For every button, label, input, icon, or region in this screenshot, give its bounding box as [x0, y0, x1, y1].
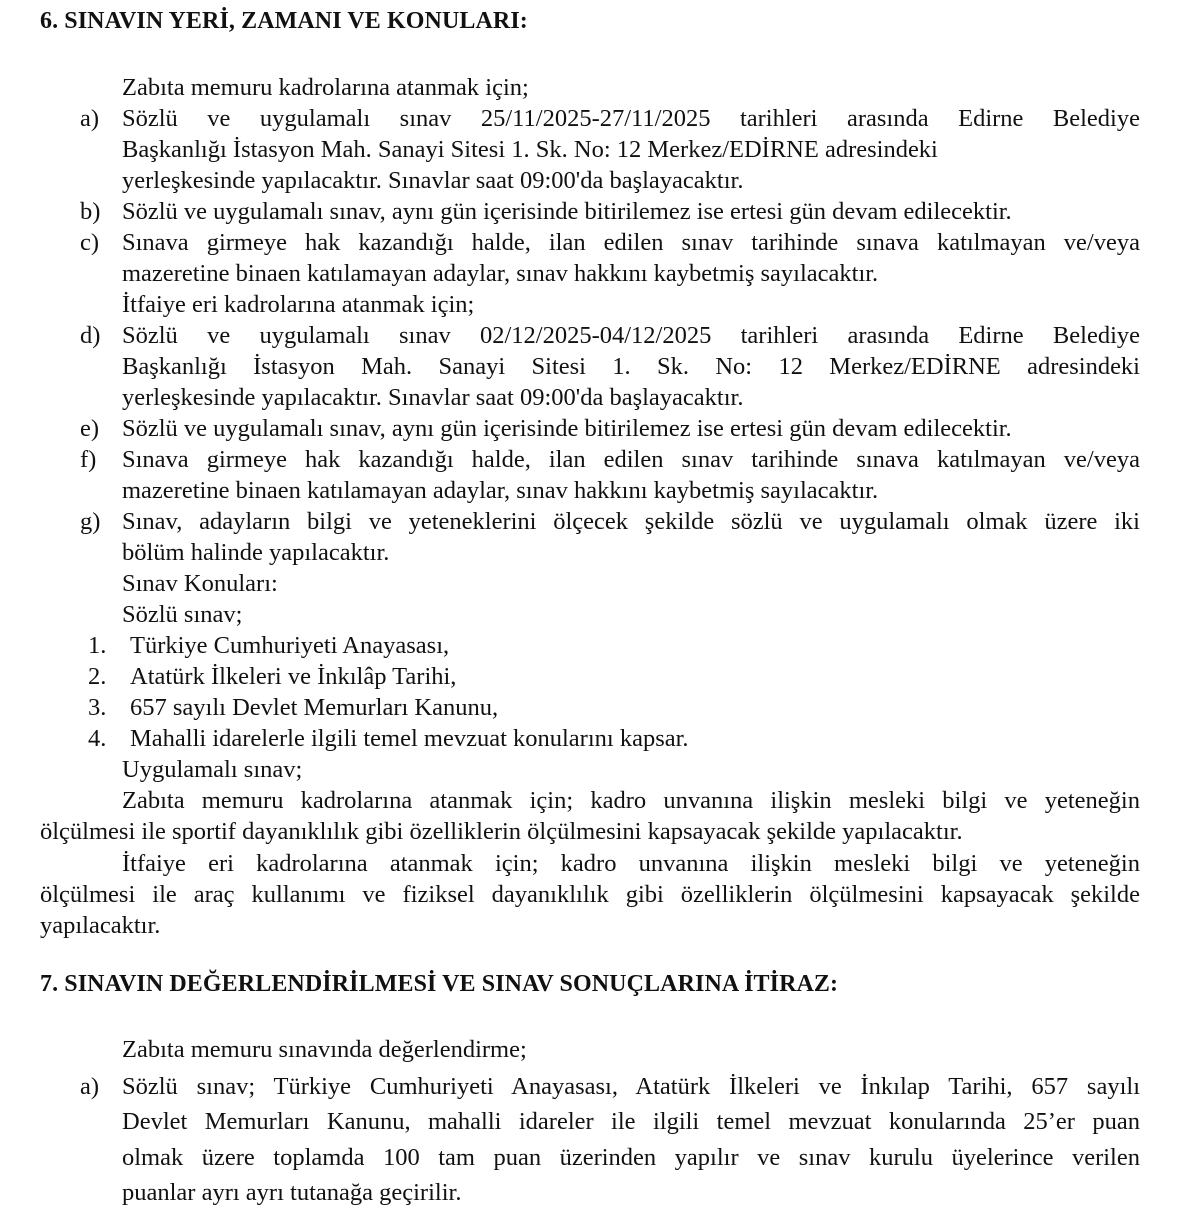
item-a-marker: a): [80, 105, 100, 132]
degerlendirme-intro: Zabıta memuru sınavında değerlendirme;: [122, 1036, 527, 1063]
item-f-marker: f): [80, 446, 97, 473]
item-a-line-1: Sözlü ve uygulamalı sınav 25/11/2025-27/11/2025 tarihleri arasında Edirne Belediye: [122, 105, 1140, 132]
s7-item-a-line-3: olmak üzere toplamda 100 tam puan üzerinden yapılır ve sınav kurulu üyelerince verilen: [122, 1144, 1140, 1171]
itfaiye-intro: İtfaiye eri kadrolarına atanmak için;: [122, 291, 475, 318]
item-d-marker: d): [80, 322, 101, 349]
itfaiye-paragraph-line-3: yapılacaktır.: [40, 912, 161, 939]
s7-item-a-marker: a): [80, 1073, 100, 1100]
sozlu-label: Sözlü sınav;: [122, 601, 243, 628]
zabita-paragraph-line-2: ölçülmesi ile sportif dayanıklılık gibi özelliklerin ölçülmesini kapsayacak şekilde yapılacaktır.: [40, 818, 963, 845]
zabita-paragraph-line-1: Zabıta memuru kadrolarına atanmak için; kadro unvanına ilişkin mesleki bilgi ve yeteneğin: [122, 787, 1140, 814]
topic-number: 3.: [88, 694, 107, 721]
topic-text: Atatürk İlkeleri ve İnkılâp Tarihi,: [130, 663, 457, 690]
item-f-line-1: Sınava girmeye hak kazandığı halde, ilan edilen sınav tarihinde sınava katılmayan ve/veya: [122, 446, 1140, 473]
topic-text: Mahalli idarelerle ilgili temel mevzuat konularını kapsar.: [130, 725, 689, 752]
s7-item-a-line-4: puanlar ayrı ayrı tutanağa geçirilir.: [122, 1179, 462, 1206]
s7-item-a-line-2: Devlet Memurları Kanunu, mahalli idareler ile ilgili temel mevzuat konularında 25’er puan: [122, 1108, 1140, 1135]
item-c-marker: c): [80, 229, 100, 256]
item-e-marker: e): [80, 415, 100, 442]
topic-number: 2.: [88, 663, 107, 690]
konular-label: Sınav Konuları:: [122, 570, 278, 597]
section-7-heading: 7. SINAVIN DEĞERLENDİRİLMESİ VE SINAV SONUÇLARINA İTİRAZ:: [40, 971, 839, 997]
item-a-line-3: yerleşkesinde yapılacaktır. Sınavlar saat 09:00'da başlayacaktır.: [122, 167, 744, 194]
topic-text: Türkiye Cumhuriyeti Anayasası,: [130, 632, 450, 659]
item-a-line-2: Başkanlığı İstasyon Mah. Sanayi Sitesi 1. Sk. No: 12 Merkez/EDİRNE adresindeki: [122, 136, 938, 163]
item-d-line-1: Sözlü ve uygulamalı sınav 02/12/2025-04/12/2025 tarihleri arasında Edirne Belediye: [122, 322, 1140, 349]
itfaiye-paragraph-line-1: İtfaiye eri kadrolarına atanmak için; kadro unvanına ilişkin mesleki bilgi ve yeteneğin: [122, 850, 1140, 877]
item-b-marker: b): [80, 198, 101, 225]
item-d-line-2: Başkanlığı İstasyon Mah. Sanayi Sitesi 1. Sk. No: 12 Merkez/EDİRNE adresindeki: [122, 353, 1140, 380]
itfaiye-paragraph-line-2: ölçülmesi ile araç kullanımı ve fiziksel dayanıklılık gibi özelliklerin ölçülmesini kapsayacak şekilde: [40, 881, 1140, 908]
topic-number: 4.: [88, 725, 107, 752]
item-g-line-2: bölüm halinde yapılacaktır.: [122, 539, 390, 566]
item-b-line-1: Sözlü ve uygulamalı sınav, aynı gün içerisinde bitirilemez ise ertesi gün devam edilecektir.: [122, 198, 1012, 225]
topic-number: 1.: [88, 632, 107, 659]
uygulamali-label: Uygulamalı sınav;: [122, 756, 303, 783]
item-c-line-2: mazeretine binaen katılamayan adaylar, sınav hakkını kaybetmiş sayılacaktır.: [122, 260, 879, 287]
zabita-intro: Zabıta memuru kadrolarına atanmak için;: [122, 74, 529, 101]
section-6-heading: 6. SINAVIN YERİ, ZAMANI VE KONULARI:: [40, 8, 528, 34]
topic-text: 657 sayılı Devlet Memurları Kanunu,: [130, 694, 499, 721]
item-d-line-3: yerleşkesinde yapılacaktır. Sınavlar saat 09:00'da başlayacaktır.: [122, 384, 744, 411]
s7-item-a-line-1: Sözlü sınav; Türkiye Cumhuriyeti Anayasası, Atatürk İlkeleri ve İnkılap Tarihi, 657 sayılı: [122, 1073, 1140, 1100]
item-g-line-1: Sınav, adayların bilgi ve yeteneklerini ölçecek şekilde sözlü ve uygulamalı olmak üzere iki: [122, 508, 1140, 535]
item-c-line-1: Sınava girmeye hak kazandığı halde, ilan edilen sınav tarihinde sınava katılmayan ve/veya: [122, 229, 1140, 256]
item-g-marker: g): [80, 508, 101, 535]
item-e-line-1: Sözlü ve uygulamalı sınav, aynı gün içerisinde bitirilemez ise ertesi gün devam edilecektir.: [122, 415, 1012, 442]
item-f-line-2: mazeretine binaen katılamayan adaylar, sınav hakkını kaybetmiş sayılacaktır.: [122, 477, 879, 504]
